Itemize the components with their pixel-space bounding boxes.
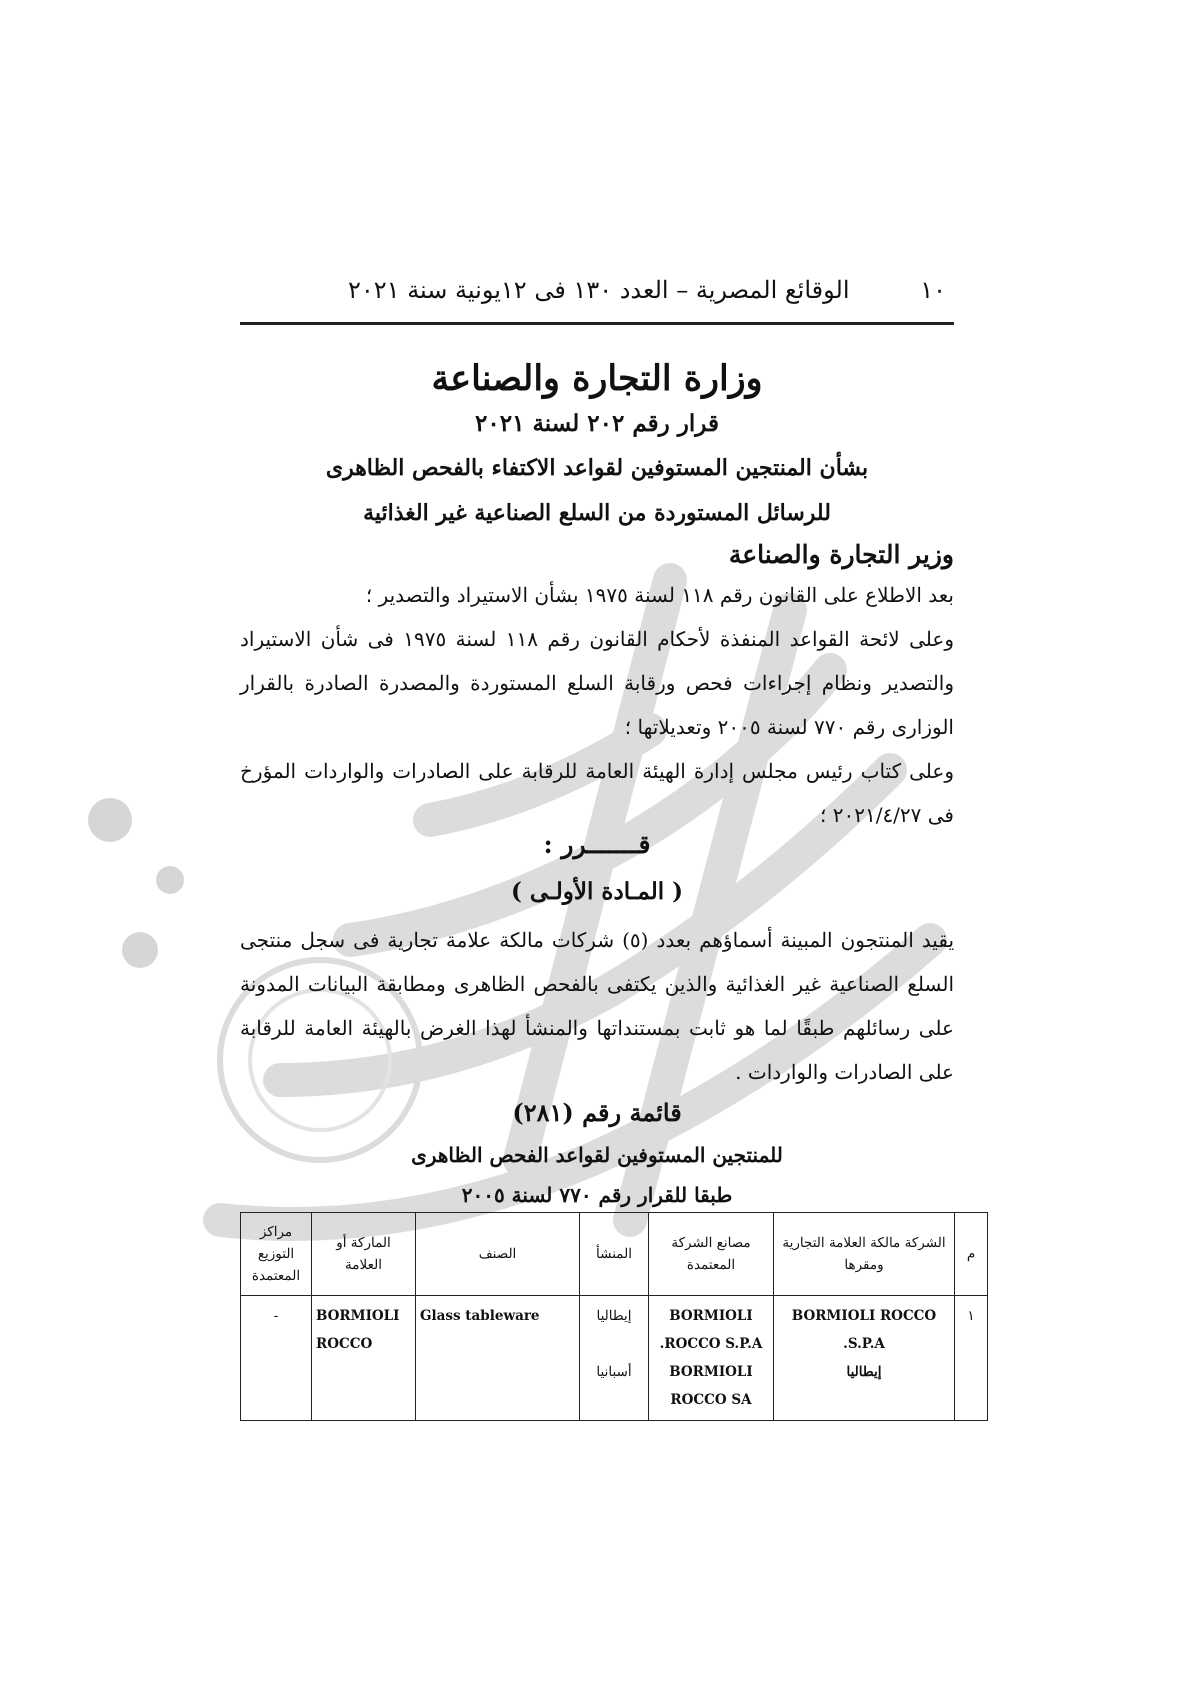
list-subtitle-1: للمنتجين المستوفين لقواعد الفحص الظاهرى — [411, 1143, 783, 1167]
factory-1: BORMIOLI ROCCO S.P.A. — [659, 1308, 763, 1352]
header-no: م — [955, 1213, 988, 1296]
cell-owner — [774, 1296, 955, 1421]
gazette-title: الوقائع المصرية – العدد ١٣٠ فى ١٢يونية سنة ٢٠٢١ — [348, 276, 850, 304]
factory-2: BORMIOLI ROCCO SA — [669, 1364, 753, 1408]
preamble-paragraph-2: وعلى لائحة القواعد المنفذة لأحكام القانون رقم ١١٨ لسنة ١٩٧٥ فى شأن الاستيراد والتصدير ونظام إجراءات فحص ورقابة السلع المستوردة والمصدرة الصادرة بالقرار الوزارى رقم ٧٧٠ لسنة ٢٠٠٥ وتعديلاتها ؛ — [240, 627, 955, 739]
minister-heading: وزير التجارة والصناعة — [728, 540, 954, 569]
owner-country: إيطاليا — [846, 1364, 882, 1380]
decree-subject-line-1: بشأن المنتجين المستوفين لقواعد الاكتفاء بالفحص الظاهرى — [325, 455, 869, 481]
header-owner: الشركة مالكة العلامة التجارية ومقرها — [774, 1213, 955, 1296]
cell-no: ١ — [955, 1296, 988, 1421]
page-number: ١٠ — [920, 276, 946, 304]
cell-item: Glass tableware — [416, 1296, 580, 1421]
ministry-title: وزارة التجارة والصناعة — [431, 358, 763, 399]
cell-brand: BORMIOLI ROCCO — [312, 1296, 416, 1421]
header-origin: المنشأ — [580, 1213, 649, 1296]
table-row — [241, 1296, 988, 1421]
list-title: قائمة رقم (٢٨١) — [512, 1098, 682, 1127]
decree-subject-line-2: للرسائل المستوردة من السلع الصناعية غير الغذائية — [363, 500, 831, 526]
header-item: الصنف — [416, 1213, 580, 1296]
owner-name-line-1: BORMIOLI ROCCO — [791, 1308, 937, 1324]
header-brand: الماركة أو العلامة — [312, 1213, 416, 1296]
decides-heading: قـــــــرر : — [543, 830, 651, 859]
preamble-paragraph-1: بعد الاطلاع على القانون رقم ١١٨ لسنة ١٩٧٥ بشأن الاستيراد والتصدير ؛ — [365, 583, 954, 607]
decree-title: قرار رقم ٢٠٢ لسنة ٢٠٢١ — [475, 410, 719, 437]
header-centers: مراكز التوزيع المعتمدة — [241, 1213, 312, 1296]
producers-table — [240, 1212, 988, 1421]
origin-1: إيطاليا — [596, 1308, 632, 1324]
cell-factories — [649, 1296, 774, 1421]
owner-name-line-2: S.P.A. — [843, 1336, 885, 1352]
header-factories: مصانع الشركة المعتمدة — [649, 1213, 774, 1296]
page-header — [240, 276, 954, 316]
preamble-paragraph-3: وعلى كتاب رئيس مجلس إدارة الهيئة العامة للرقابة على الصادرات والواردات المؤرخ فى ٢٠٢١/٤/٢٧ ؛ — [240, 759, 954, 827]
header-divider — [240, 322, 954, 325]
article-paragraph: يقيد المنتجون المبينة أسماؤهم بعدد (٥) شركات مالكة علامة تجارية فى سجل منتجى السلع الصناعية غير الغذائية والذين يكتفى بالفحص الظاهرى ومطابقة البيانات المدونة على رسائلهم طبقًا لما هو ثابت بمستنداتها والمنشأ لهذا الغرض بالهيئة العامة للرقابة على الصادرات والواردات . — [240, 928, 955, 1084]
cell-origin — [580, 1296, 649, 1421]
origin-2: أسبانيا — [596, 1364, 632, 1380]
cell-centers: - — [241, 1296, 312, 1421]
article-heading: ( المـادة الأولـى ) — [510, 878, 684, 905]
table-header-row — [241, 1213, 988, 1296]
list-subtitle-2: طبقا للقرار رقم ٧٧٠ لسنة ٢٠٠٥ — [461, 1183, 733, 1207]
